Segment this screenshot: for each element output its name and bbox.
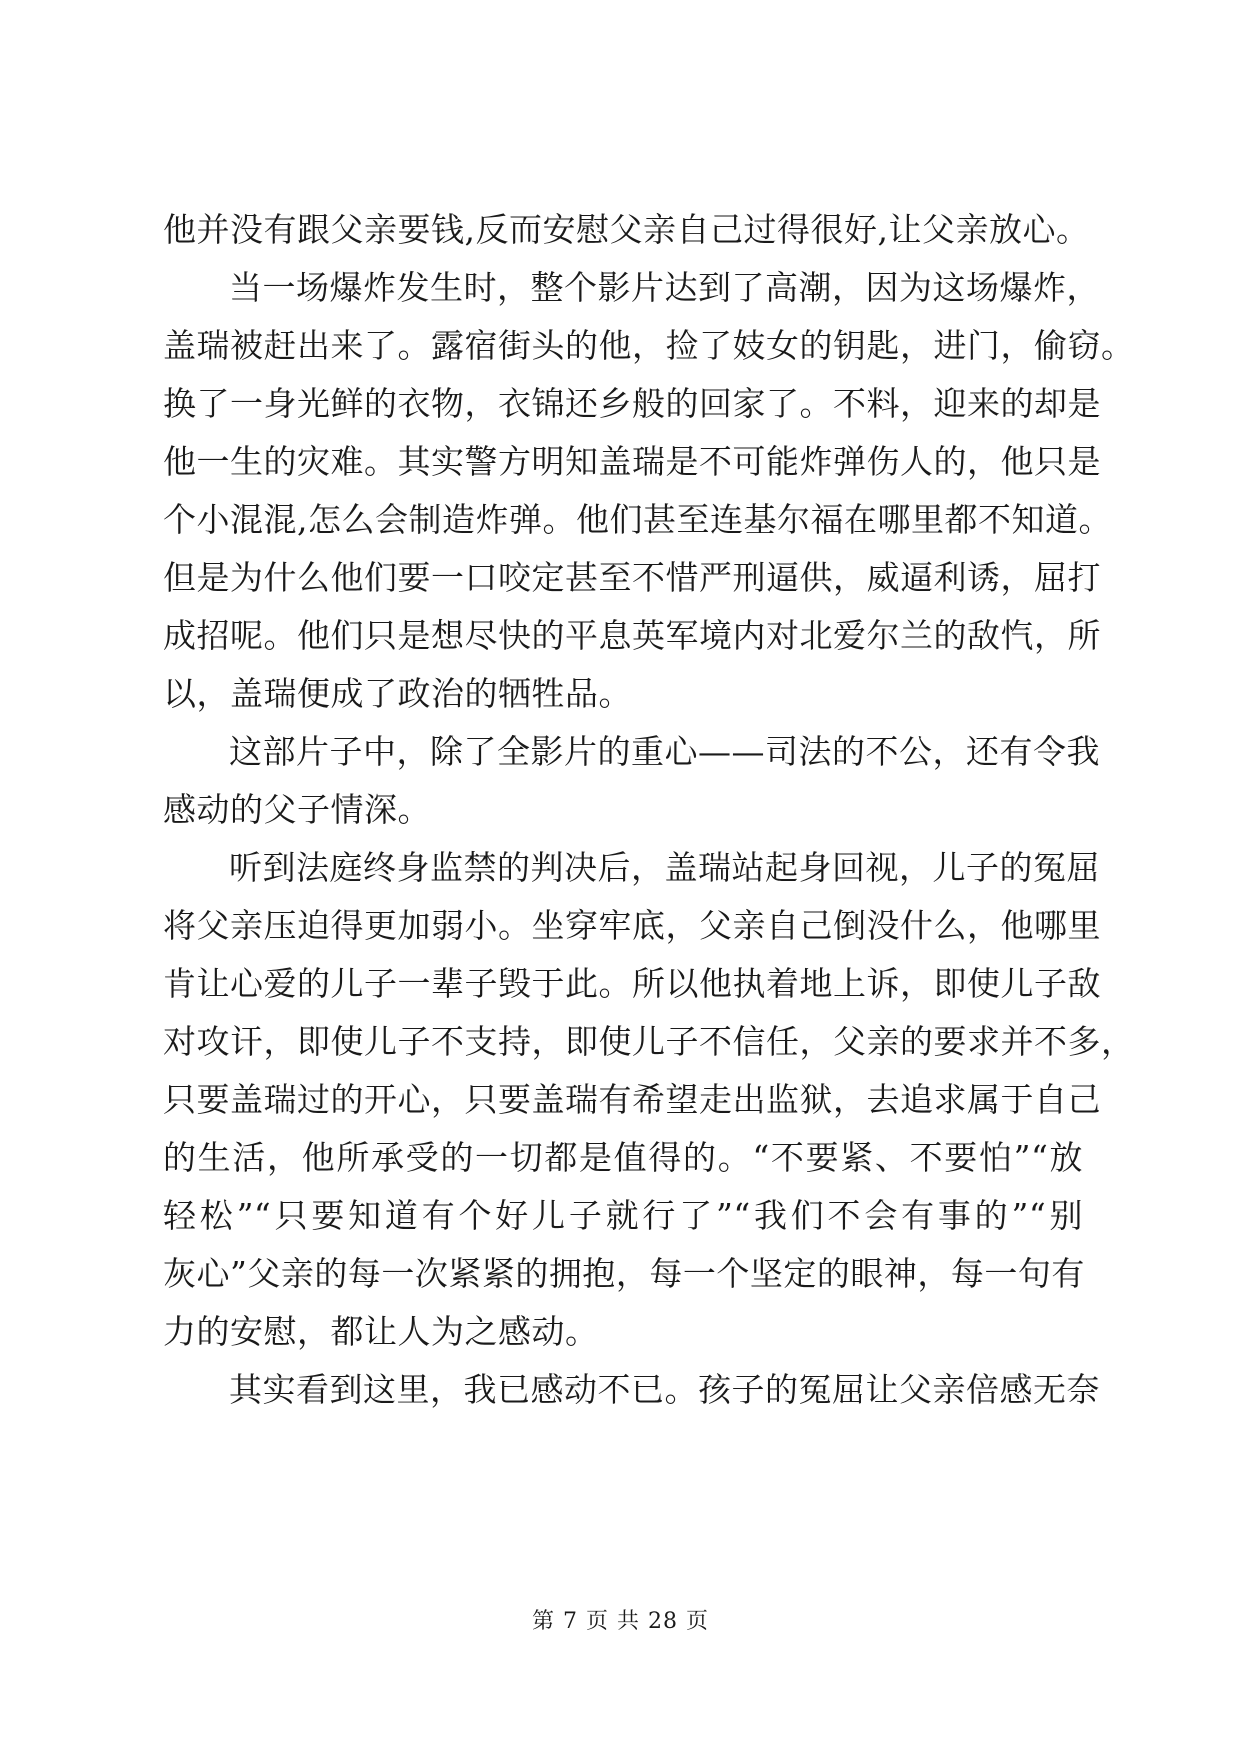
text-line: 的生活，他所承受的一切都是值得的。“不要紧、不要怕”“放 (163, 1138, 1083, 1177)
text-line: 力的安慰，都让人为之感动。 (163, 1312, 599, 1351)
text-line: 轻松”“只要知道有个好儿子就行了”“我们不会有事的”“别 (163, 1196, 1083, 1235)
text-line: 当一场爆炸发生时，整个影片达到了高潮，因为这场爆炸， (229, 268, 1100, 307)
text-line: 肯让心爱的儿子一辈子毁于此。所以他执着地上诉，即使儿子敌 (163, 964, 1101, 1003)
text-line: 感动的父子情深。 (163, 790, 431, 829)
text-line: 灰心”父亲的每一次紧紧的拥抱，每一个坚定的眼神，每一句有 (163, 1254, 1085, 1293)
text-line: 盖瑞被赶出来了。露宿街头的他，捡了妓女的钥匙，进门，偷窃。 (163, 326, 1135, 365)
text-line: 其实看到这里，我已感动不已。孩子的冤屈让父亲倍感无奈 (229, 1370, 1100, 1409)
text-line: 以，盖瑞便成了政治的牺牲品。 (163, 674, 632, 713)
text-line: 换了一身光鲜的衣物，衣锦还乡般的回家了。不料，迎来的却是 (163, 384, 1101, 423)
text-line: 他一生的灾难。其实警方明知盖瑞是不可能炸弹伤人的，他只是 (163, 442, 1101, 481)
text-line: 但是为什么他们要一口咬定甚至不惜严刑逼供，威逼利诱，屈打 (163, 558, 1101, 597)
text-line: 只要盖瑞过的开心，只要盖瑞有希望走出监狱，去追求属于自己 (163, 1080, 1101, 1119)
text-line: 这部片子中，除了全影片的重心——司法的不公，还有令我 (229, 732, 1100, 771)
page-number-footer: 第 7 页 共 28 页 (532, 1609, 709, 1634)
text-line: 他并没有跟父亲要钱,反而安慰父亲自己过得很好,让父亲放心。 (163, 210, 1090, 249)
text-line: 听到法庭终身监禁的判决后，盖瑞站起身回视，儿子的冤屈 (229, 848, 1100, 887)
text-line: 个小混混,怎么会制造炸弹。他们甚至连基尔福在哪里都不知道。 (163, 500, 1112, 539)
text-line: 对攻讦，即使儿子不支持，即使儿子不信任，父亲的要求并不多， (163, 1022, 1135, 1061)
text-line: 成招呢。他们只是想尽快的平息英军境内对北爱尔兰的敌忾，所 (163, 616, 1101, 655)
text-line: 将父亲压迫得更加弱小。坐穿牢底，父亲自己倒没什么，他哪里 (163, 906, 1101, 945)
